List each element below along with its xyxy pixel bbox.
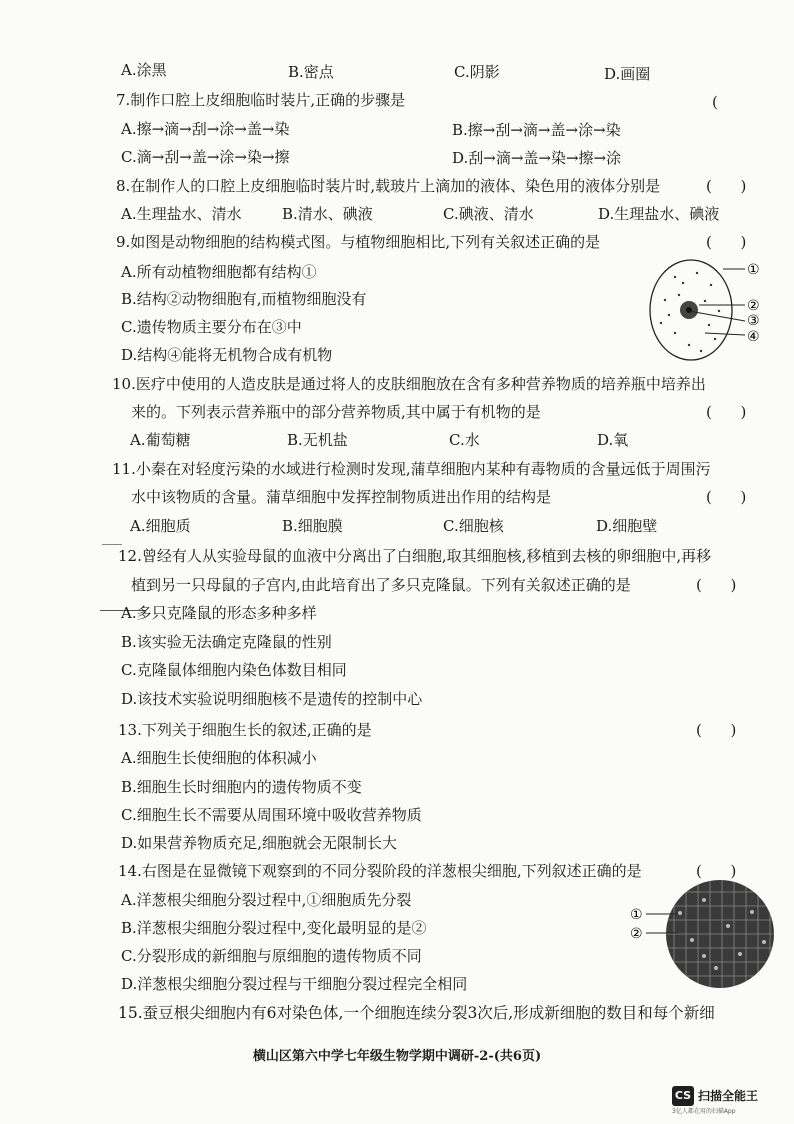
q9-option-c: C.遗传物质主要分布在③中 (121, 318, 302, 336)
q7-option-b: B.擦→刮→滴→盖→涂→染 (452, 121, 621, 139)
q13-option-c: C.细胞生长不需要从周围环境中吸收营养物质 (121, 806, 422, 824)
q12-option-a: A.多只克隆鼠的形态多种多样 (121, 604, 317, 622)
page-footer: 横山区第六中学七年级生物学期中调研-2-(共6页) (252, 1049, 542, 1064)
cell-label-4: ④ (747, 329, 760, 345)
q9-option-b: B.结构②动物细胞有,而植物细胞没有 (121, 290, 367, 308)
q12-bracket: ( ) (696, 576, 737, 594)
q13-stem: 13.下列关于细胞生长的叙述,正确的是 (118, 721, 372, 739)
q11-bracket: ( ) (706, 488, 747, 506)
q8-bracket: ( ) (706, 177, 747, 195)
option-c: C.阴影 (454, 63, 500, 81)
q7-option-d: D.刮→滴→盖→染→擦→涂 (452, 149, 622, 167)
q8-option-d: D.生理盐水、碘液 (598, 205, 720, 223)
q11-option-c: C.细胞核 (443, 517, 504, 535)
q8-option-b: B.清水、碘液 (282, 205, 373, 223)
q8-option-c: C.碘液、清水 (443, 205, 534, 223)
q10-stem-line1: 10.医疗中使用的人造皮肤是通过将人的皮肤细胞放在含有多种营养物质的培养瓶中培养出 (112, 375, 706, 393)
q9-option-a: A.所有动植物细胞都有结构① (121, 263, 317, 281)
q10-option-a: A.葡萄糖 (130, 431, 191, 449)
q14-bracket: ( ) (696, 862, 737, 880)
q12-stem-line2: 植到另一只母鼠的子宫内,由此培育出了多只克隆鼠。下列有关叙述正确的是 (131, 576, 631, 594)
q11-stem-line2: 水中该物质的含量。蒲草细胞中发挥控制物质进出作用的结构是 (131, 488, 552, 506)
cell-label-3: ③ (747, 313, 760, 329)
q10-option-c: C.水 (449, 431, 480, 449)
onion-root-tip-diagram (628, 878, 778, 990)
q14-option-c: C.分裂形成的新细胞与原细胞的遗传物质不同 (121, 947, 422, 965)
q13-bracket: ( ) (696, 721, 737, 739)
q11-stem-line1: 11.小秦在对轻度污染的水域进行检测时发现,蒲草细胞内某种有毒物质的含量远低于周围污 (112, 460, 711, 478)
cell-label-2: ② (747, 298, 760, 314)
q12-option-d: D.该技术实验说明细胞核不是遗传的控制中心 (121, 690, 423, 708)
q13-option-d: D.如果营养物质充足,细胞就会无限制长大 (121, 834, 398, 852)
q7-option-a: A.擦→滴→刮→涂→盖→染 (121, 120, 290, 138)
q14-option-a: A.洋葱根尖细胞分裂过程中,①细胞质先分裂 (121, 891, 412, 909)
q9-option-d: D.结构④能将无机物合成有机物 (121, 346, 333, 364)
q13-option-a: A.细胞生长使细胞的体积减小 (121, 749, 317, 767)
q10-stem-line2: 来的。下列表示营养瓶中的部分营养物质,其中属于有机物的是 (131, 403, 541, 421)
q11-option-d: D.细胞壁 (596, 517, 658, 535)
scanner-watermark (672, 1086, 780, 1116)
q9-bracket: ( ) (706, 233, 747, 251)
animal-cell-diagram (645, 255, 775, 365)
q15-stem: 15.蚕豆根尖细胞内有6对染色体,一个细胞连续分裂3次后,形成新细胞的数目和每个新细 (118, 1004, 715, 1022)
option-b: B.密点 (288, 63, 334, 81)
q12-option-b: B.该实验无法确定克隆鼠的性别 (121, 633, 332, 651)
q11-option-a: A.细胞质 (130, 517, 191, 535)
scan-mark (102, 544, 122, 545)
q9-stem: 9.如图是动物细胞的结构模式图。与植物细胞相比,下列有关叙述正确的是 (116, 233, 601, 251)
q14-option-b: B.洋葱根尖细胞分裂过程中,变化最明显的是② (121, 919, 427, 937)
scanner-name: 扫描全能王 (698, 1089, 759, 1103)
q10-option-d: D.氧 (597, 431, 629, 449)
q8-stem: 8.在制作人的口腔上皮细胞临时装片时,载玻片上滴加的液体、染色用的液体分别是 (116, 177, 661, 195)
cell-label-1: ① (747, 262, 760, 278)
q7-stem: 7.制作口腔上皮细胞临时装片,正确的步骤是 (116, 91, 406, 109)
q13-option-b: B.细胞生长时细胞内的遗传物质不变 (121, 778, 362, 796)
q8-option-a: A.生理盐水、清水 (121, 205, 242, 223)
option-d: D.画圈 (604, 65, 651, 83)
scanner-tagline: 3亿人都在用的扫描App (672, 1108, 736, 1115)
option-a: A.涂黑 (121, 61, 167, 79)
cs-logo-icon: CS (672, 1086, 694, 1106)
q14-stem: 14.右图是在显微镜下观察到的不同分裂阶段的洋葱根尖细胞,下列叙述正确的是 (118, 862, 642, 880)
q7-option-c: C.滴→刮→盖→涂→染→擦 (121, 148, 290, 166)
q7-bracket: ( (712, 93, 718, 111)
q10-option-b: B.无机盐 (287, 431, 348, 449)
micro-label-1: ① (630, 907, 643, 923)
q12-stem-line1: 12.曾经有人从实验母鼠的血液中分离出了白细胞,取其细胞核,移植到去核的卵细胞中,再移 (118, 547, 712, 565)
q12-option-c: C.克隆鼠体细胞内染色体数目相同 (121, 661, 347, 679)
q14-option-d: D.洋葱根尖细胞分裂过程与干细胞分裂过程完全相同 (121, 975, 468, 993)
q11-option-b: B.细胞膜 (282, 517, 343, 535)
q10-bracket: ( ) (706, 403, 747, 421)
micro-label-2: ② (630, 926, 643, 942)
